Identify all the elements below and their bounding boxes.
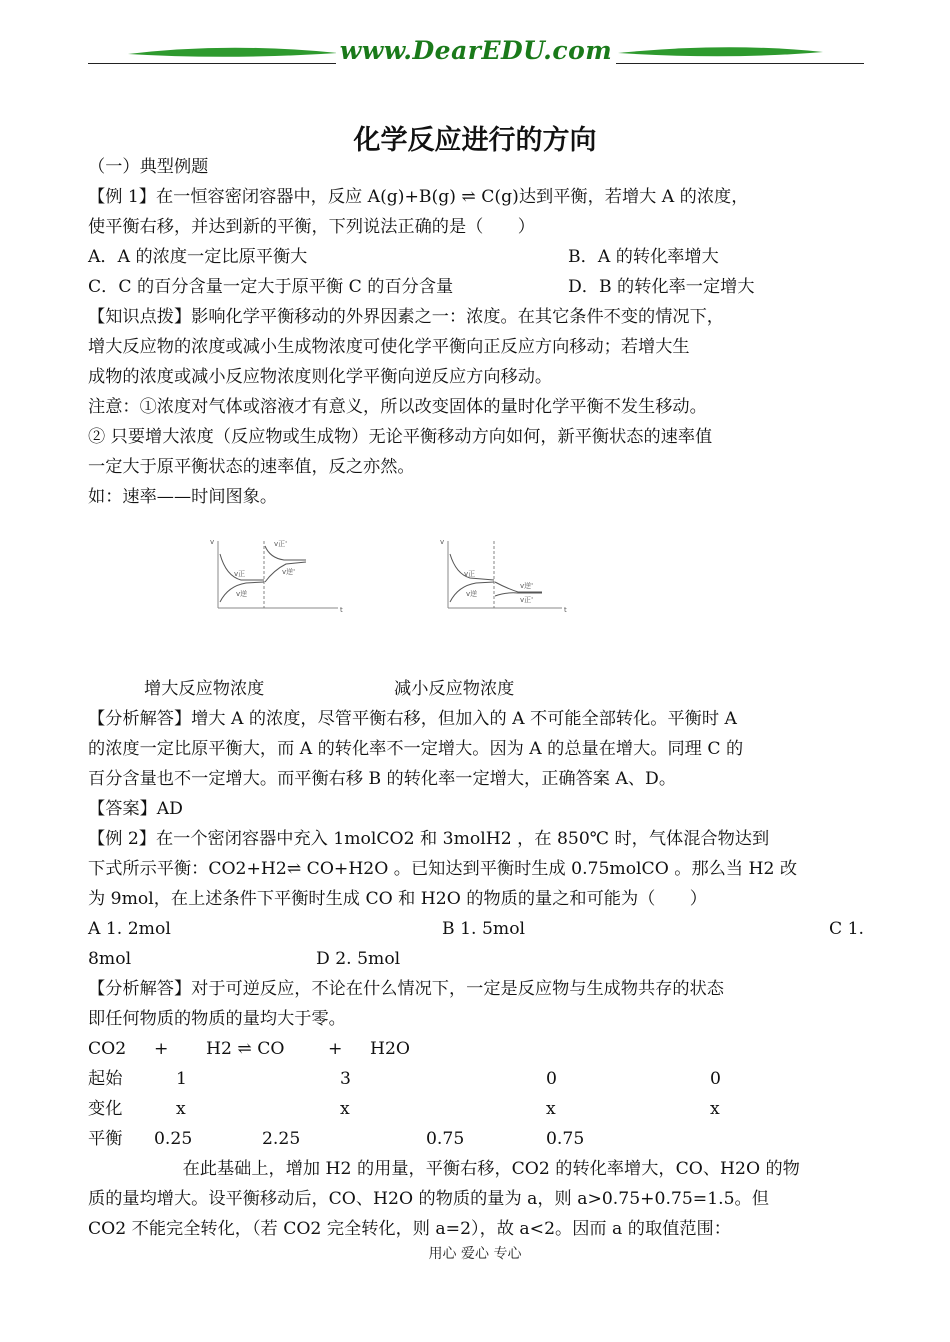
graph2-label-vrev2: v逆' [520, 582, 534, 590]
analysis3-line2: 质的量均增大。设平衡移动后，CO、H2O 的物质的量为 a，则 a>0.75+0.75=1.5。但 [88, 1189, 769, 1209]
graph2-axis-v: v [440, 538, 445, 546]
graph1-axis-v: v [210, 538, 215, 546]
table-cell: x [546, 1099, 556, 1119]
table-cell: 0.75 [546, 1129, 585, 1149]
page-footer: 用心 爱心 专心 [428, 1246, 522, 1262]
graph1-axis-t: t [340, 606, 343, 614]
table-cell: 2.25 [262, 1129, 301, 1149]
table-row-change [88, 1094, 864, 1124]
table-cell: x [176, 1099, 186, 1119]
graph2-label-vfwd: v正 [464, 570, 476, 578]
section-heading: （一）典型例题 [88, 157, 209, 177]
table-row-equilibrium [88, 1124, 864, 1154]
site-logo-text: www.DearEDU.com [88, 36, 864, 65]
knowledge-line2: 增大反应物的浓度或减小生成物浓度可使化学平衡向正反应方向移动；若增大生 [88, 337, 690, 357]
example2-option-c-cont: 8mol [88, 949, 132, 969]
graph1-label-vrev: v逆 [236, 590, 248, 598]
analysis1-line1: 【分析解答】增大 A 的浓度，尽管平衡右移，但加入的 A 不可能全部转化。平衡时 A [88, 709, 737, 729]
example2-line3: 为 9mol，在上述条件下平衡时生成 CO 和 H2O 的物质的量之和可能为（ ） [88, 889, 707, 909]
example2-option-a: A 1. 2mol [88, 919, 171, 939]
example1-option-d: D．B 的转化率一定增大 [568, 277, 755, 297]
page-title: 化学反应进行的方向 [353, 125, 597, 156]
graph2-axis-t: t [564, 606, 567, 614]
example1-options-row1 [88, 242, 864, 272]
table-row-label: 平衡 [88, 1129, 123, 1149]
table-header-co2: CO2 [88, 1039, 127, 1059]
table-cell: 0 [710, 1069, 721, 1089]
example2-option-c: C 1. [828, 919, 864, 939]
example2-options-row1 [88, 914, 864, 944]
knowledge-line4: 注意：①浓度对气体或溶液才有意义，所以改变固体的量时化学平衡不发生移动。 [88, 397, 707, 417]
page-header [88, 30, 864, 75]
example1-option-a: A．A 的浓度一定比原平衡大 [88, 247, 308, 267]
graph-increase-reactant [210, 538, 343, 614]
table-cell: 0 [546, 1069, 557, 1089]
example1-options-row2 [88, 272, 864, 302]
table-cell: x [710, 1099, 720, 1119]
graph1-label-vfwd: v正 [234, 570, 246, 578]
example2-line2: 下式所示平衡：CO2+H2⇌ CO+H2O 。已知达到平衡时生成 0.75molCO 。那么当 H2 改 [88, 859, 798, 879]
analysis3-line1: 在此基础上，增加 H2 的用量，平衡右移，CO2 的转化率增大，CO、H2O 的物 [182, 1159, 800, 1179]
table-cell: x [340, 1099, 350, 1119]
table-header-plus1: + [154, 1039, 169, 1059]
table-cell: 0.75 [426, 1129, 465, 1149]
knowledge-line7: 如：速率——时间图象。 [88, 487, 278, 507]
table-header-row [88, 1034, 864, 1064]
graph-captions [88, 674, 864, 704]
graph-decrease-reactant [440, 538, 567, 614]
analysis1-line2: 的浓度一定比原平衡大，而 A 的转化率不一定增大。因为 A 的总量在增大。同理 C 的 [88, 739, 744, 759]
table-header-equation: H2 ⇌ CO [206, 1039, 285, 1059]
graph1-label-vrev2: v逆' [282, 568, 296, 576]
graph-caption-increase: 增大反应物浓度 [144, 679, 265, 699]
table-cell: 0.25 [154, 1129, 193, 1149]
analysis1-line3: 百分含量也不一定增大。而平衡右移 B 的转化率一定增大，正确答案 A、D。 [88, 769, 677, 789]
graph-caption-decrease: 减小反应物浓度 [394, 679, 515, 699]
table-row-label: 变化 [88, 1099, 123, 1119]
knowledge-line6: 一定大于原平衡状态的速率值，反之亦然。 [88, 457, 415, 477]
graph2-label-vfwd2: v正' [520, 596, 534, 604]
rate-time-graphs [88, 516, 864, 674]
analysis2-line1: 【分析解答】对于可逆反应，不论在什么情况下，一定是反应物与生成物共存的状态 [88, 979, 724, 999]
graph1-label-vfwd2: v正' [274, 540, 288, 548]
document-body [88, 152, 864, 1244]
table-row-label: 起始 [88, 1069, 123, 1089]
example1-option-c: C．C 的百分含量一定大于原平衡 C 的百分含量 [88, 277, 454, 297]
example1-option-b: B．A 的转化率增大 [568, 247, 719, 267]
knowledge-line1: 【知识点拨】影响化学平衡移动的外界因素之一：浓度。在其它条件不变的情况下， [88, 307, 724, 327]
graph2-label-vrev: v逆 [466, 590, 478, 598]
table-cell: 1 [176, 1069, 187, 1089]
table-row-start [88, 1064, 864, 1094]
knowledge-line5: ② 只要增大浓度（反应物或生成物）无论平衡移动方向如何，新平衡状态的速率值 [88, 427, 713, 447]
example1-question-line1: 【例 1】在一恒容密闭容器中，反应 A(g)+B(g) ⇌ C(g)达到平衡，若增大 A 的浓度， [88, 187, 749, 207]
equilibrium-table [88, 1034, 864, 1154]
example2-line1: 【例 2】在一个密闭容器中充入 1molCO2 和 3molH2 ，在 850℃ 时，气体混合物达到 [88, 829, 770, 849]
knowledge-line3: 成物的浓度或减小反应物浓度则化学平衡向逆反应方向移动。 [88, 367, 553, 387]
rate-time-graphs-figure [206, 536, 576, 630]
table-header-h2o: H2O [370, 1039, 411, 1059]
table-header-plus2: + [328, 1039, 343, 1059]
analysis2-line2: 即任何物质的物质的量均大于零。 [88, 1009, 346, 1029]
analysis3-line3: CO2 不能完全转化，（若 CO2 完全转化，则 a=2），故 a<2。因而 a 的取值范围： [88, 1219, 731, 1239]
example2-option-d: D 2. 5mol [316, 949, 401, 969]
example1-question-line2: 使平衡右移，并达到新的平衡，下列说法正确的是（ ） [88, 217, 535, 237]
table-cell: 3 [340, 1069, 351, 1089]
example2-options-row2 [88, 944, 864, 974]
answer1: 【答案】AD [88, 799, 183, 819]
example2-option-b: B 1. 5mol [442, 919, 526, 939]
